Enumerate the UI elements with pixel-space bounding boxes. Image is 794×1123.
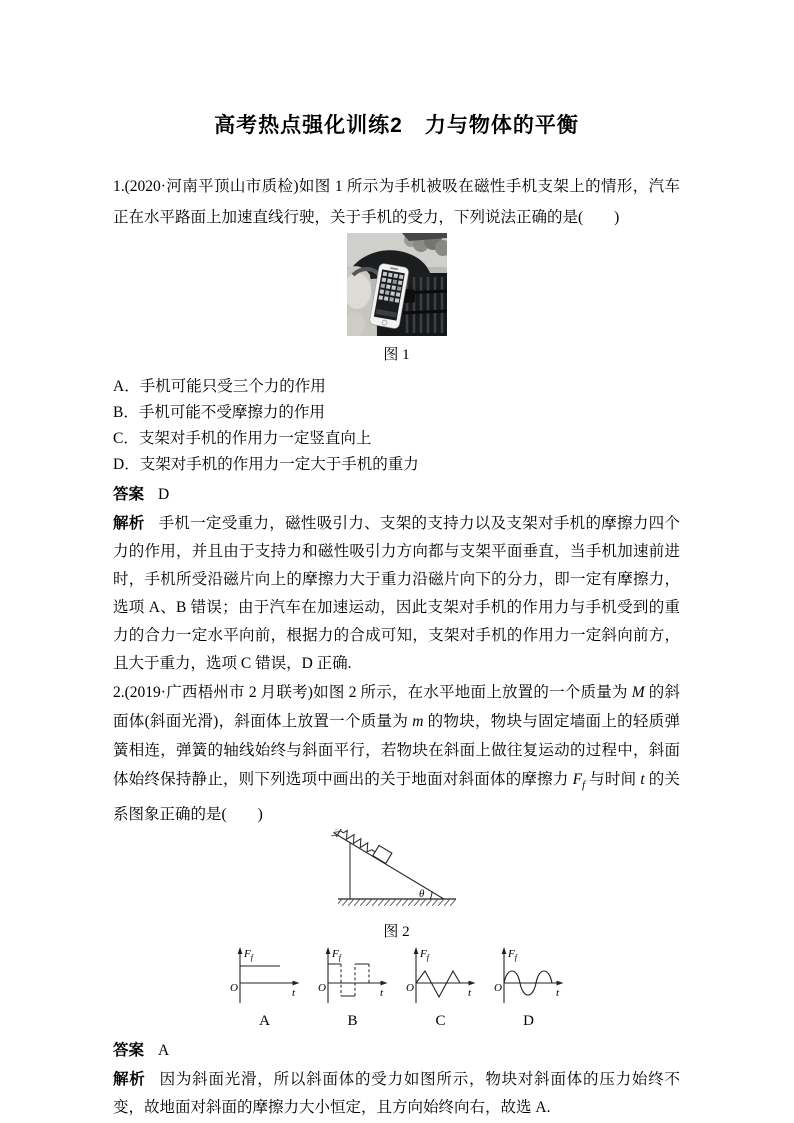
graph-option-C [403, 945, 479, 1030]
var-F-sub: f [582, 780, 586, 792]
graph-C-label: C [435, 1013, 446, 1030]
q1-answer-value: D [158, 486, 170, 503]
q1-analysis-text: 手机一定受重力，磁性吸引力、支架的支持力以及支架对手机的摩擦力四个力的作用，并且由于支持力和磁性吸引力方向都与支架平面垂直，当手机加速前进时，手机所受沿磁片向上的摩擦力大于重力沿磁片向下的分力，即一定有摩擦力，选项 A、B 错误；由于汽车在加速运动，因此支架对手机的作用力与手机受到的重力的合力一定水平向前，根据力的合成可知，支架对手机的作用力一定斜向前方，且大于重力，选项 C 错误，D 正确. [113, 515, 680, 672]
y-axis-label: $F_f$ [507, 948, 517, 963]
q1-answer-label: 答案 [113, 486, 145, 503]
graph-A-constant [227, 945, 303, 1007]
x-axis-label: t [379, 987, 383, 1000]
y-axis-label: $F_f$ [243, 948, 253, 963]
q2-stem-part: 的关系图象正确的是( ) [113, 771, 680, 824]
q2-stem-part: 2.(2019·广西梧州市 2 月联考)如图 2 所示，在水平地面上放置的一个质量为 [113, 684, 632, 701]
var-t: t [640, 771, 645, 788]
var-F: F [572, 771, 583, 788]
x-axis-label: t [291, 987, 295, 1000]
q2-answer-value: A [158, 1042, 170, 1060]
figure2 [113, 829, 680, 943]
figure2-caption: 图 2 [383, 924, 410, 941]
q2-answer-line [113, 1038, 680, 1064]
var-m: m [412, 713, 424, 730]
q1-options [113, 374, 680, 478]
x-axis-label: t [555, 987, 559, 1000]
q2-analysis-text: 因为斜面光滑，所以斜面体的受力如图所示，物块对斜面体的压力始终不变，故地面对斜面的摩擦力大小恒定，且方向始终向右，故选 A. [113, 1071, 680, 1117]
graph-B-curve [328, 964, 369, 996]
origin-label: O [405, 982, 414, 995]
graph-option-A [227, 945, 303, 1030]
graph-C-triangle-wave [403, 945, 479, 1007]
figure2-incline-diagram [324, 829, 470, 913]
q2-analysis [113, 1066, 680, 1122]
figure1-photo [347, 233, 447, 336]
q2-answer-label: 答案 [113, 1042, 145, 1060]
graph-B-dashes [341, 964, 369, 996]
q1-stem: 1.(2020·河南平顶山市质检)如图 1 所示为手机被吸在磁性手机支架上的情形，汽车正在水平路面上加速直线行驶，关于手机的受力，下列说法正确的是( ) [113, 178, 680, 226]
angle-theta-label: θ [418, 888, 424, 901]
origin-label: O [493, 982, 502, 995]
q1-option-d: D．支架对手机的作用力一定大于手机的重力 [113, 456, 419, 473]
q2-stem-part: 的斜面体(斜面光滑)，斜面体上放置一个质量为 [113, 684, 680, 730]
page-title: 高考热点强化训练2 力与物体的平衡 [214, 114, 579, 137]
q1-option-a: A．手机可能只受三个力的作用 [113, 378, 326, 395]
figure1 [113, 233, 680, 366]
q2-graph-options [113, 945, 680, 1030]
q1-analysis [113, 510, 680, 678]
origin-label: O [229, 982, 238, 995]
y-axis-label: $F_f$ [331, 948, 341, 963]
q1-analysis-label: 解析 [113, 515, 145, 532]
graph-D-sine-wave [491, 945, 567, 1007]
y-axis-label: $F_f$ [419, 948, 429, 963]
origin-label: O [317, 982, 326, 995]
x-axis-label: t [467, 987, 471, 1000]
q2-stem [113, 678, 680, 829]
q2-stem-part: 与时间 [585, 771, 641, 788]
graph-option-B [315, 945, 391, 1030]
q2-stem-part: 的物块，物块与固定墙面上的轻质弹簧相连，弹簧的轴线始终与斜面平行，若物块在斜面上做往复运动的过程中，斜面体始终保持静止，则下列选项中画出的关于地面对斜面体的摩擦力 [113, 713, 680, 788]
q2-analysis-label: 解析 [113, 1071, 146, 1089]
q1-option-b: B．手机可能不受摩擦力的作用 [113, 404, 325, 421]
q1-option-c: C．支架对手机的作用力一定竖直向上 [113, 430, 372, 447]
graph-C-curve [416, 971, 460, 997]
q1-answer-line [113, 482, 680, 508]
graph-option-D [491, 945, 567, 1030]
graph-A-label: A [259, 1013, 270, 1030]
figure1-caption: 图 1 [383, 347, 410, 363]
graph-B-label: B [347, 1013, 358, 1030]
graph-B-square-wave [315, 945, 391, 1007]
graph-D-label: D [523, 1013, 534, 1030]
var-M: M [631, 684, 645, 701]
